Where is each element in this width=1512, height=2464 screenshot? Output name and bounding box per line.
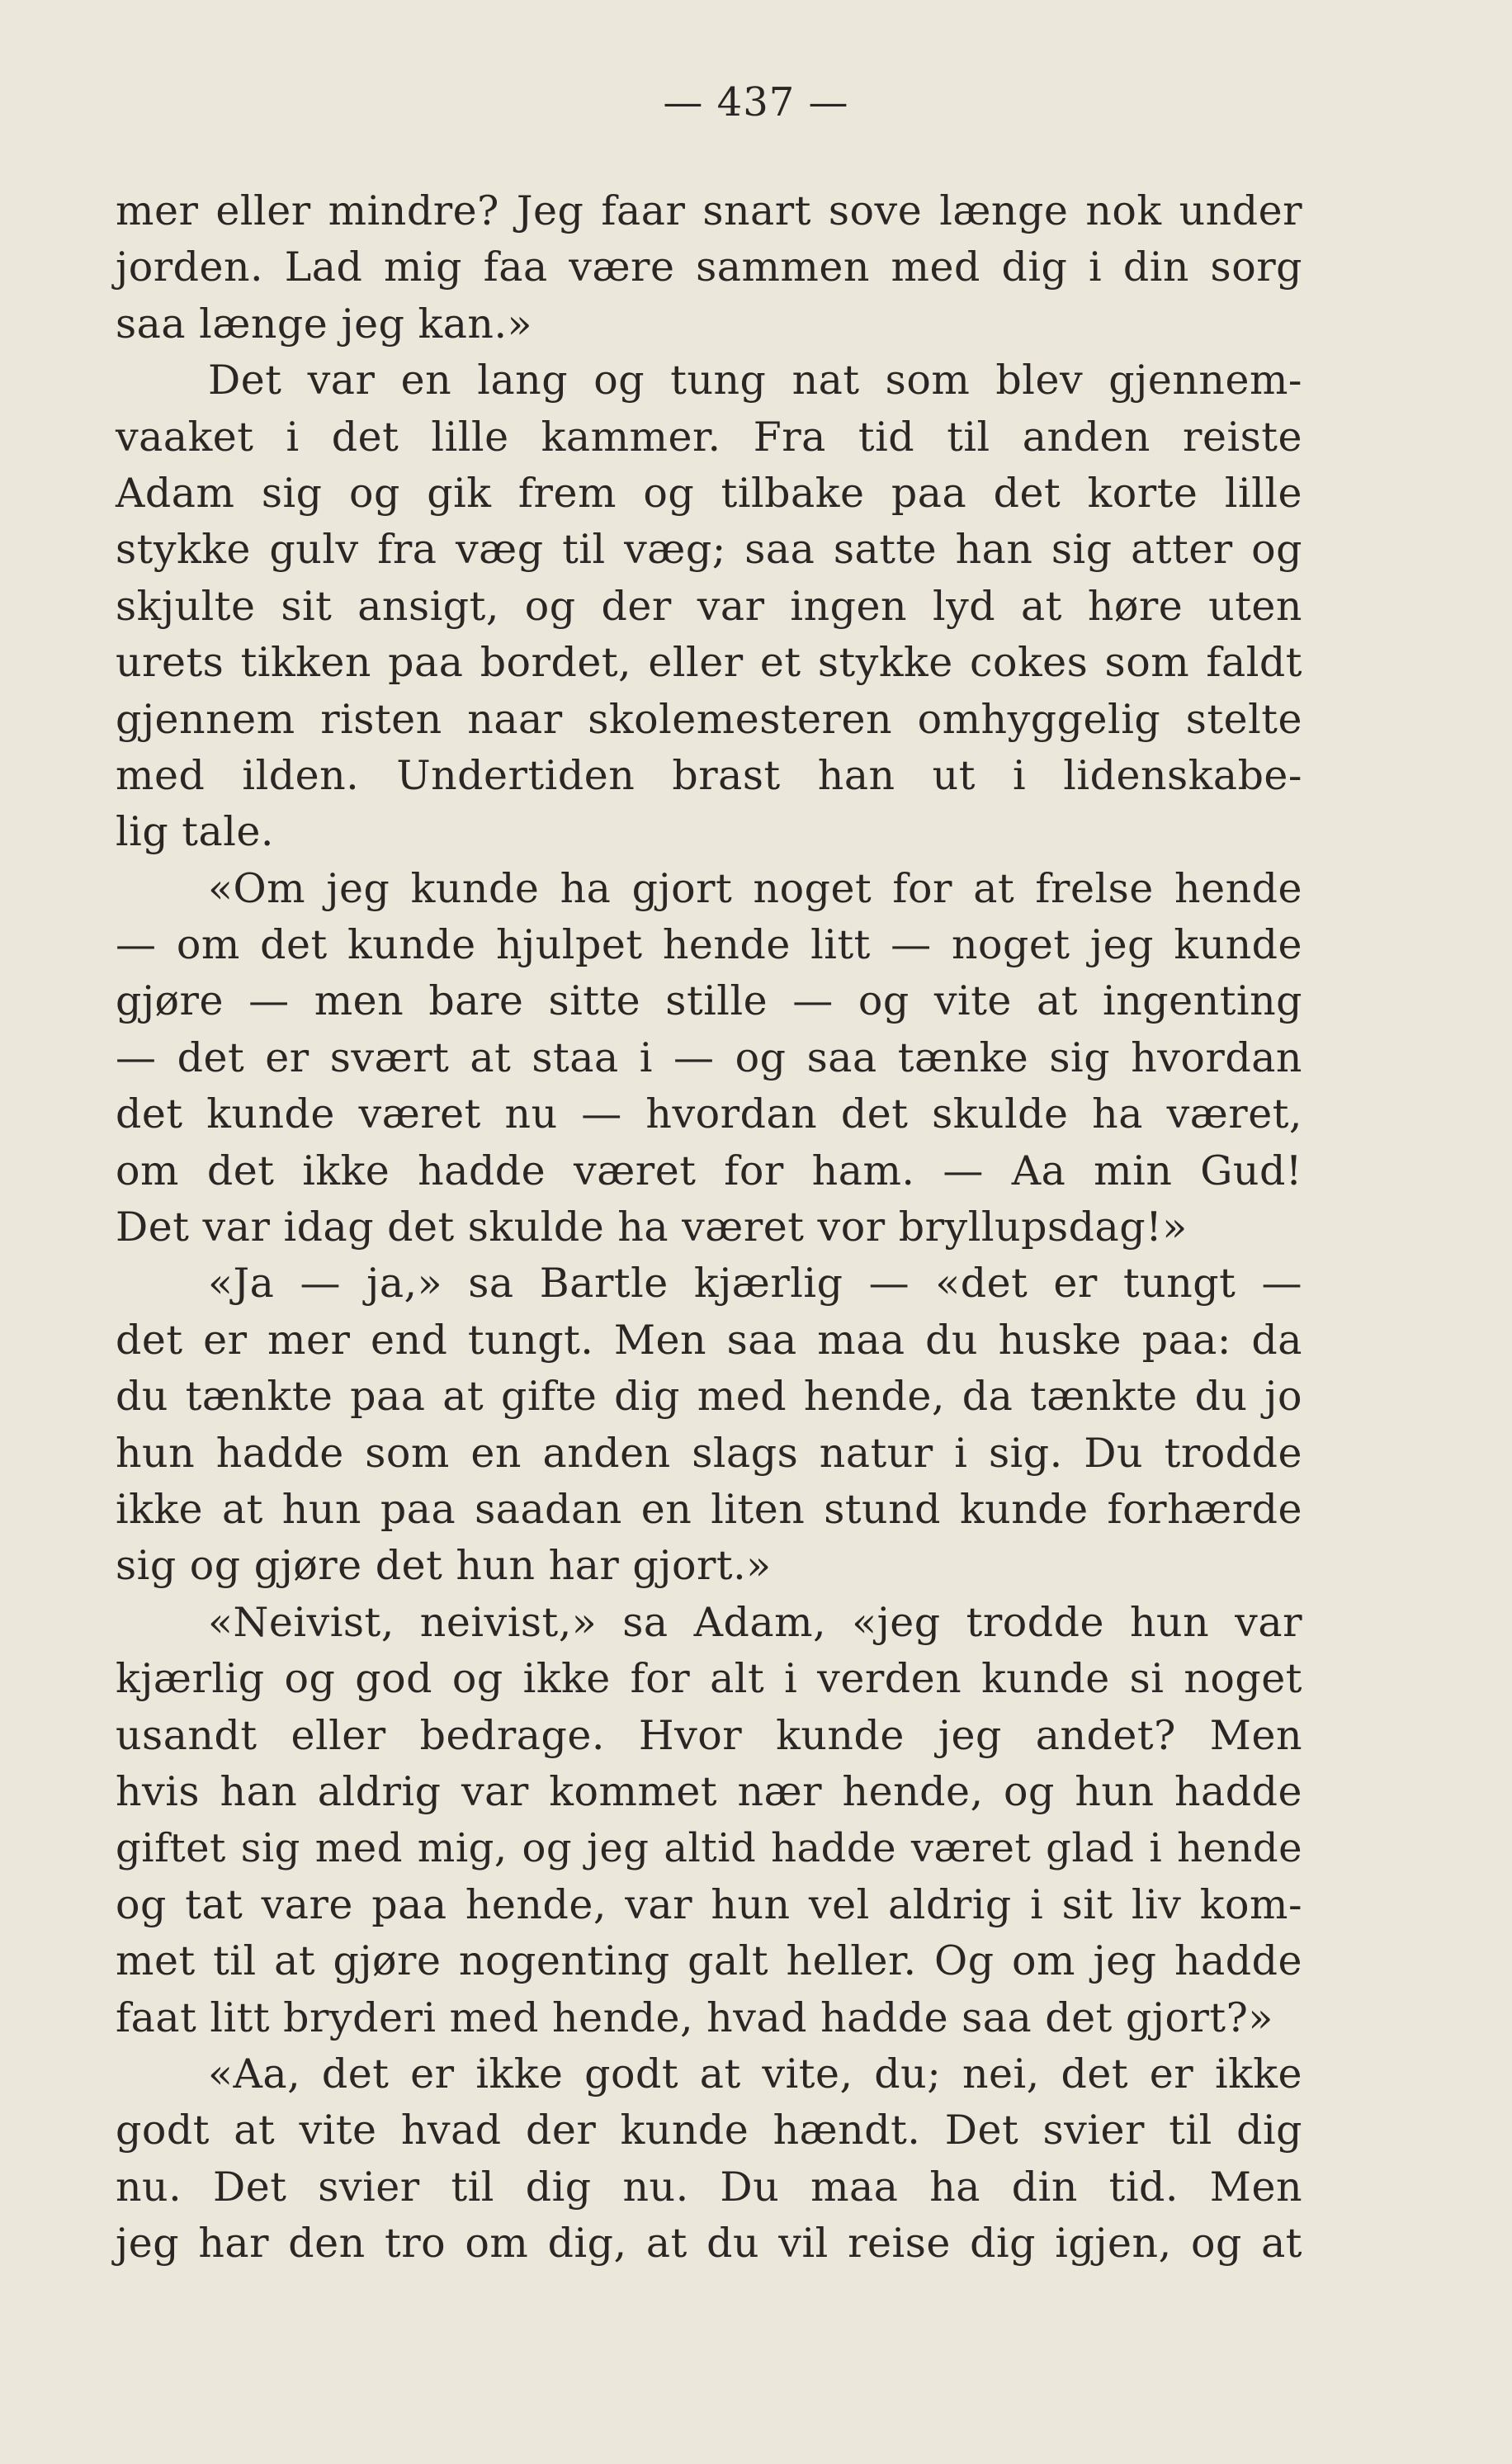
- text-line: «Om jeg kunde ha gjort noget for at frelse hende: [208, 864, 1302, 912]
- text-line: det er mer end tungt. Men saa maa du huske paa: da: [116, 1316, 1302, 1364]
- text-line: lig tale.: [116, 808, 274, 856]
- text-line: ikke at hun paa saadan en liten stund kunde forhærde: [116, 1485, 1302, 1533]
- text-line: «Ja — ja,» sa Bartle kjærlig — «det er tungt —: [208, 1260, 1302, 1308]
- page-number: — 437 —: [663, 79, 849, 125]
- text-line: kjærlig og god og ikke for alt i verden kunde si noget: [116, 1655, 1302, 1703]
- text-line: usandt eller bedrage. Hvor kunde jeg andet? Men: [116, 1711, 1302, 1759]
- text-line: stykke gulv fra væg til væg; saa satte han sig atter og: [116, 526, 1302, 574]
- text-line: sig og gjøre det hun har gjort.»: [116, 1542, 772, 1590]
- text-line: met til at gjøre nogenting galt heller. Og om jeg hadde: [116, 1937, 1302, 1985]
- text-line: med ilden. Undertiden brast han ut i lidenskabe-: [116, 751, 1302, 799]
- text-line: og tat vare paa hende, var hun vel aldrig i sit liv kom-: [116, 1880, 1302, 1928]
- text-line: Adam sig og gik frem og tilbake paa det korte lille: [116, 469, 1302, 517]
- text-line: faat litt bryderi med hende, hvad hadde saa det gjort?»: [116, 1993, 1273, 2041]
- text-line: jeg har den tro om dig, at du vil reise dig igjen, og at: [116, 2220, 1302, 2268]
- text-line: skjulte sit ansigt, og der var ingen lyd at høre uten: [116, 582, 1302, 630]
- text-line: om det ikke hadde været for ham. — Aa min Gud!: [116, 1147, 1302, 1194]
- text-line: vaaket i det lille kammer. Fra tid til anden reiste: [116, 413, 1302, 461]
- text-line: «Aa, det er ikke godt at vite, du; nei, det er ikke: [208, 2050, 1302, 2097]
- text-line: «Neivist, neivist,» sa Adam, «jeg trodde hun var: [208, 1598, 1302, 1646]
- text-line: godt at vite hvad der kunde hændt. Det svier til dig: [116, 2107, 1302, 2154]
- text-line: du tænkte paa at gifte dig med hende, da tænkte du jo: [116, 1373, 1302, 1421]
- text-line: gjøre — men bare sitte stille — og vite at ingenting: [116, 977, 1302, 1025]
- text-line: mer eller mindre? Jeg faar snart sove længe nok under: [116, 187, 1302, 234]
- text-line: saa længe jeg kan.»: [116, 300, 533, 348]
- text-line: Det var en lang og tung nat som blev gjennem-: [208, 357, 1302, 404]
- text-line: jorden. Lad mig faa være sammen med dig i din sorg: [116, 244, 1302, 291]
- text-line: det kunde været nu — hvordan det skulde ha været,: [116, 1090, 1302, 1138]
- text-line: hvis han aldrig var kommet nær hende, og hun hadde: [116, 1767, 1302, 1815]
- body-text: [116, 183, 1302, 2272]
- text-line: gjennem risten naar skolemesteren omhyggelig stelte: [116, 695, 1302, 743]
- text-line: giftet sig med mig, og jeg altid hadde været glad i hende: [116, 1825, 1302, 1872]
- text-line: hun hadde som en anden slags natur i sig. Du trodde: [116, 1429, 1302, 1477]
- text-line: Det var idag det skulde ha været vor bryllupsdag!»: [116, 1204, 1188, 1251]
- text-line: — om det kunde hjulpet hende litt — noget jeg kunde: [116, 921, 1302, 969]
- text-line: nu. Det svier til dig nu. Du maa ha din tid. Men: [116, 2163, 1302, 2211]
- text-line: — det er svært at staa i — og saa tænke sig hvordan: [116, 1033, 1302, 1081]
- text-line: urets tikken paa bordet, eller et stykke cokes som faldt: [116, 639, 1302, 687]
